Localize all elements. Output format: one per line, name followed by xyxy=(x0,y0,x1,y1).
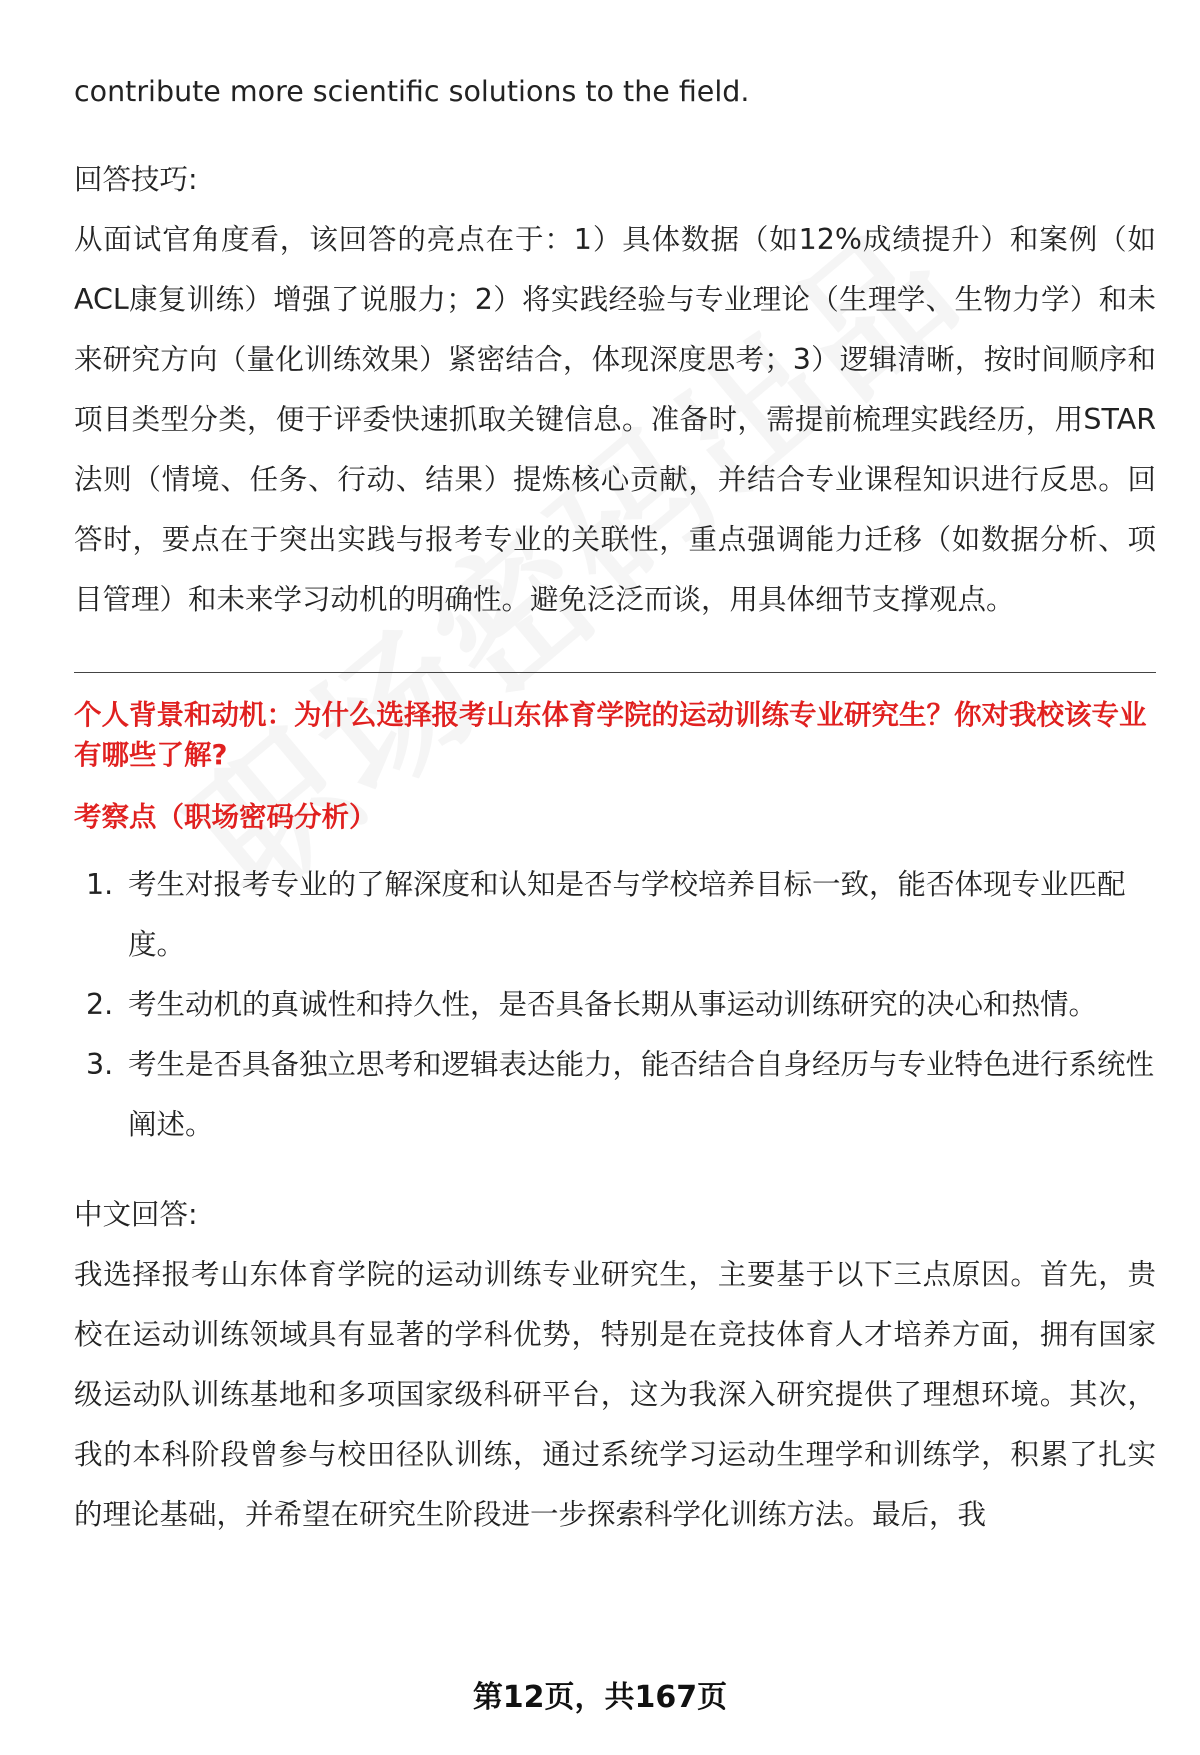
list-item-number: 3. xyxy=(86,1048,114,1081)
answer-paragraph: 我选择报考山东体育学院的运动训练专业研究生，主要基于以下三点原因。首先，贵校在运动训练领域具有显著的学科优势，特别是在竞技体育人才培养方面，拥有国家级运动队训练基地和多项国家级科研平台，这为我深入研究提供了理想环境。其次，我的本科阶段曾参与校田径队训练，通过系统学习运动生理学和训练学，积累了扎实的理论基础，并希望在研究生阶段进一步探索科学化训练方法。最后，我 xyxy=(74,1258,1156,1531)
list-item xyxy=(74,1035,1156,1155)
list-item-text: 考生动机的真诚性和持久性，是否具备长期从事运动训练研究的决心和热情。 xyxy=(128,988,1098,1021)
answer-label: 中文回答: xyxy=(74,1198,198,1231)
list-item-text: 考生对报考专业的了解深度和认知是否与学校培养目标一致，能否体现专业匹配度。 xyxy=(128,868,1126,961)
list-item xyxy=(74,975,1156,1035)
list-item-number: 1. xyxy=(86,868,114,901)
analysis-heading: 考察点（职场密码分析） xyxy=(74,801,377,833)
list-item-number: 2. xyxy=(86,988,114,1021)
tips-label: 回答技巧: xyxy=(74,163,198,196)
tips-paragraph: 从面试官角度看，该回答的亮点在于：1）具体数据（如12%成绩提升）和案例（如ACL康复训练）增强了说服力；2）将实践经验与专业理论（生理学、生物力学）和未来研究方向（量化训练效果）紧密结合，体现深度思考；3）逻辑清晰，按时间顺序和项目类型分类，便于评委快速抓取关键信息。准备时，需提前梳理实践经历，用STAR法则（情境、任务、行动、结果）提炼核心贡献，并结合专业课程知识进行反思。回答时，要点在于突出实践与报考专业的关联性，重点强调能力迁移（如数据分析、项目管理）和未来学习动机的明确性。避免泛泛而谈，用具体细节支撑观点。 xyxy=(74,223,1156,616)
page-number: 第12页，共167页 xyxy=(472,1680,728,1715)
analysis-list xyxy=(74,855,1156,1155)
list-item-text: 考生是否具备独立思考和逻辑表达能力，能否结合自身经历与专业特色进行系统性阐述。 xyxy=(128,1048,1155,1141)
question-heading: 个人背景和动机：为什么选择报考山东体育学院的运动训练专业研究生？你对我校该专业有哪些了解? xyxy=(74,699,1147,771)
list-item xyxy=(74,855,1156,975)
page-content xyxy=(74,62,1156,1545)
section-divider xyxy=(74,672,1156,673)
intro-tail-text: contribute more scientific solutions to the field. xyxy=(74,75,750,108)
